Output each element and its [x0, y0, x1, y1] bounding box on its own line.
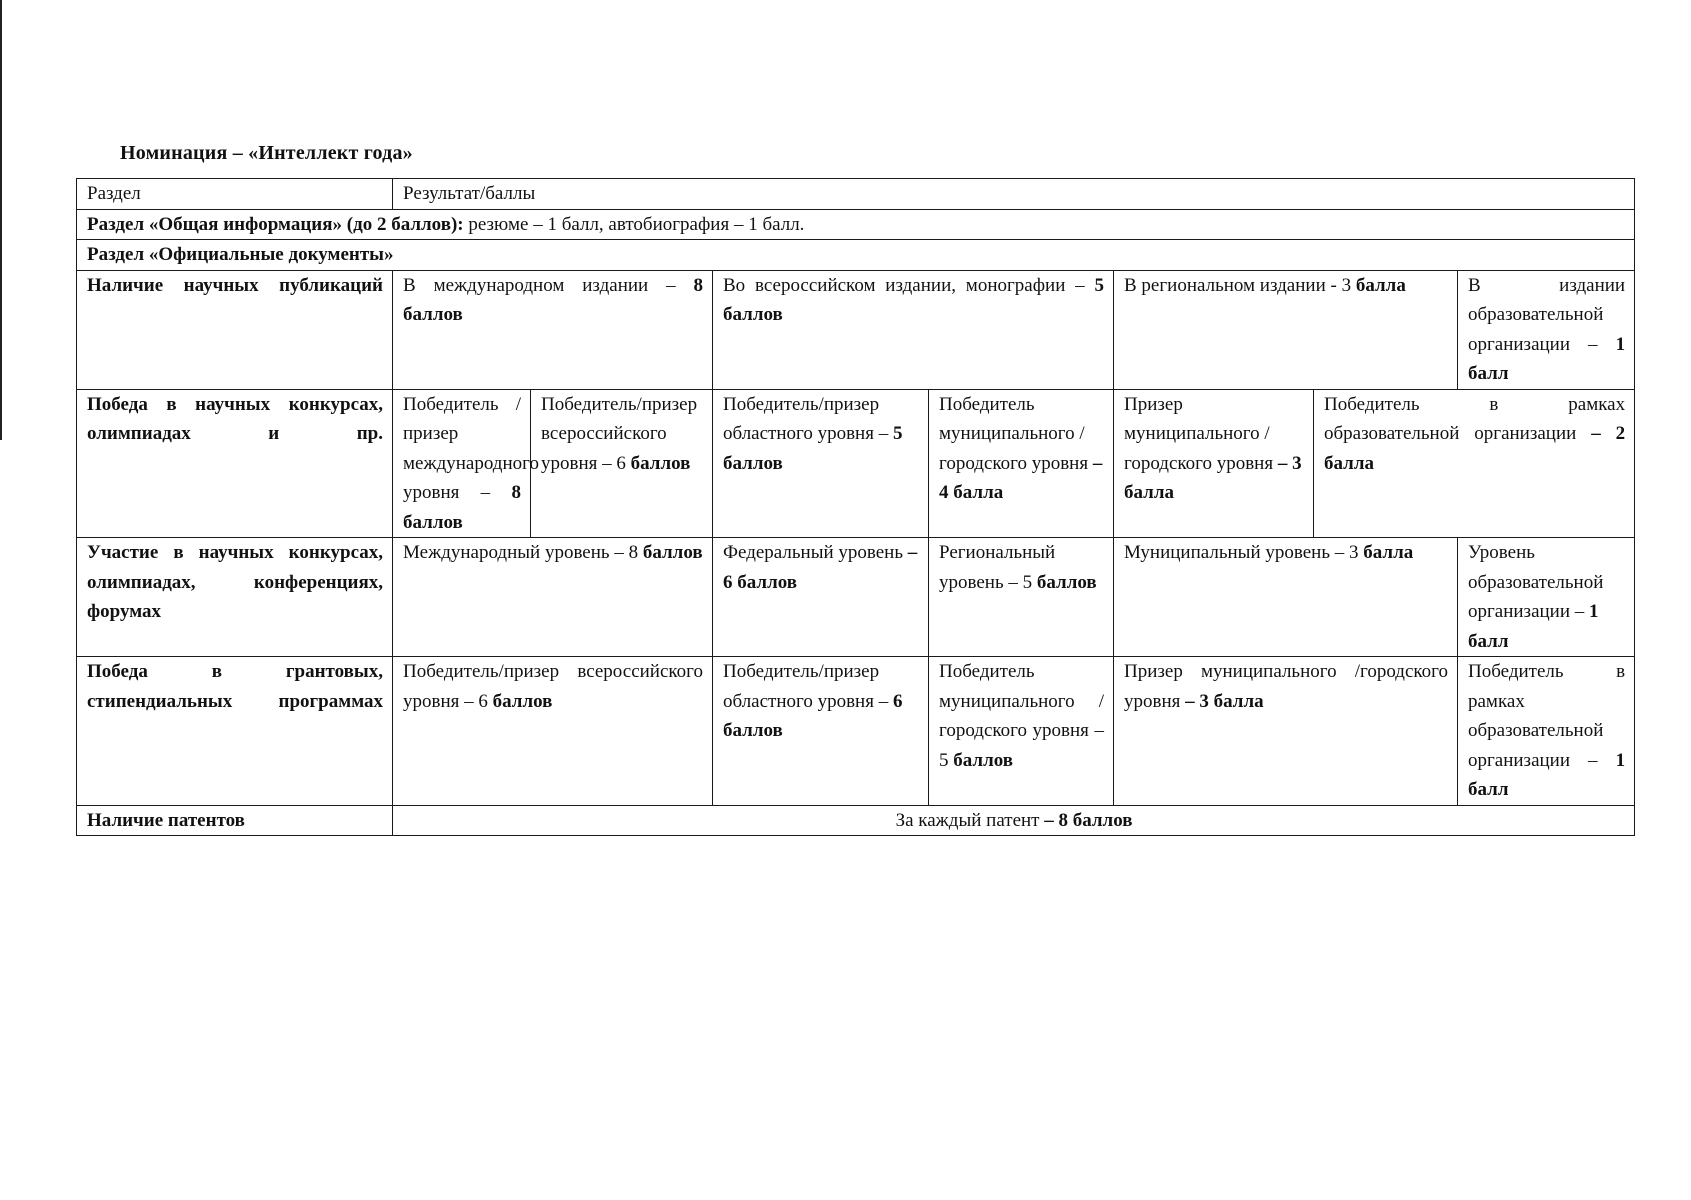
publications-regional-points: балла [1355, 274, 1406, 296]
general-info-row [77, 209, 1635, 240]
participation-edu-org-text: Уровень образовательной организации – [1468, 542, 1604, 622]
participation-municipal-text: Муниципальный уровень – 3 [1124, 542, 1364, 563]
competition-wins-edu-org [1314, 389, 1635, 538]
publications-edu-org-text: В издании образовательной организации – [1468, 274, 1626, 355]
grants-edu-org-points: 1 балл [1468, 749, 1626, 800]
grants-edu-org-text: Победитель в рамках образовательной организации – [1468, 661, 1626, 771]
publications-national-points: 5 баллов [723, 274, 1104, 325]
grants-national [393, 657, 713, 806]
competition-wins-municipal-prize-text: Призер муниципального /городского уровня [1124, 393, 1278, 474]
header-section: Раздел [77, 179, 393, 210]
participation-international-points: баллов [642, 542, 703, 563]
grants-regional-points: 6 баллов [723, 690, 903, 741]
grants-label: Победа в грантовых, стипендиальных программах [77, 657, 393, 806]
competition-wins-municipal-winner [929, 389, 1114, 538]
document-title: Номинация – «Интеллект года» [120, 142, 413, 164]
grants-national-text: Победитель/призер всероссийского уровня – 6 [403, 661, 703, 712]
patents-points: – 8 баллов [1044, 809, 1133, 831]
competition-wins-international-text: Победитель /призер международного уровня – [403, 393, 539, 503]
participation-regional [929, 538, 1114, 657]
publications-international-points: 8 баллов [403, 274, 703, 325]
participation-federal-points: – 6 баллов [723, 542, 918, 593]
publications-national [713, 270, 1114, 389]
competition-wins-regional-text: Победитель/призер областного уровня – [723, 393, 893, 444]
participation-regional-text: Региональный уровень – 5 [939, 542, 1056, 593]
patents-row [77, 805, 1635, 836]
header-result: Результат/баллы [393, 179, 1635, 210]
competition-wins-municipal-winner-text: Победитель муниципального /городского уровня [939, 393, 1093, 474]
competition-wins-international-points: 8 баллов [403, 482, 521, 533]
official-docs-heading: Раздел «Официальные документы» [77, 240, 1635, 271]
grants-municipal-winner-text: Победитель муниципального /городского уровня – 5 [939, 661, 1104, 771]
competition-wins-municipal-prize-points: – 3 балла [1124, 452, 1302, 503]
grants-national-points: баллов [492, 690, 553, 712]
publications-label: Наличие научных публикаций [77, 270, 393, 389]
competition-wins-edu-org-text: Победитель в рамках образовательной организации [1324, 393, 1626, 444]
competition-wins-edu-org-points: – 2 балла [1324, 423, 1626, 474]
general-info-cell [77, 209, 1635, 240]
general-info-label: Раздел «Общая информация» (до 2 баллов): [87, 213, 464, 235]
participation-international-text: Международный уровень – 8 [403, 542, 643, 563]
general-info-rest: резюме – 1 балл, автобиография – 1 балл. [463, 213, 805, 235]
competition-wins-municipal-winner-points: – 4 балла [939, 452, 1103, 503]
grants-municipal-prize-points: – 3 балла [1185, 690, 1264, 712]
grants-municipal-prize-text: Призер муниципального /городского уровня [1124, 661, 1448, 712]
participation-label: Участие в научных конкурсах, олимпиадах, конференциях, форумах [77, 538, 393, 657]
publications-row [77, 270, 1635, 389]
competition-wins-regional [713, 389, 929, 538]
participation-edu-org-points: 1 балл [1468, 601, 1599, 652]
publications-international [393, 270, 713, 389]
publications-edu-org [1458, 270, 1635, 389]
participation-row [77, 538, 1635, 657]
publications-regional [1114, 270, 1458, 389]
competition-wins-label: Победа в научных конкурсах, олимпиадах и пр. [77, 389, 393, 538]
competition-wins-national-text: Победитель/призер всероссийского уровня – 6 [541, 393, 698, 474]
participation-international [393, 538, 713, 657]
competition-wins-municipal-prize [1114, 389, 1314, 538]
participation-municipal-points: балла [1363, 542, 1414, 563]
publications-edu-org-points: 1 балл [1468, 333, 1626, 384]
participation-municipal [1114, 538, 1458, 657]
participation-federal-text: Федеральный уровень [723, 542, 908, 563]
grants-regional-text: Победитель/призер областного уровня – [723, 661, 893, 712]
nomination-criteria-table [76, 178, 1635, 836]
patents-points-cell [393, 805, 1635, 836]
competition-wins-national-points: баллов [630, 452, 691, 474]
official-docs-row [77, 240, 1635, 271]
grants-municipal-prize [1114, 657, 1458, 806]
competition-wins-regional-points: 5 баллов [723, 423, 903, 474]
participation-federal [713, 538, 929, 657]
table-header-row [77, 179, 1635, 210]
patents-text: За каждый патент [895, 809, 1045, 831]
publications-international-text: В международном издании – [403, 274, 694, 296]
grants-municipal-winner-points: баллов [953, 749, 1014, 771]
participation-regional-points: баллов [1036, 571, 1097, 593]
grants-municipal-winner [929, 657, 1114, 806]
publications-regional-text: В региональном издании - 3 [1124, 274, 1356, 296]
competition-wins-row [77, 389, 1635, 538]
page-margin-line [0, 0, 2, 440]
grants-edu-org [1458, 657, 1635, 806]
patents-label: Наличие патентов [77, 805, 393, 836]
competition-wins-international [393, 389, 539, 538]
publications-national-text: Во всероссийском издании, монографии – [723, 274, 1095, 296]
participation-edu-org [1458, 538, 1635, 657]
grants-row [77, 657, 1635, 806]
grants-regional [713, 657, 929, 806]
competition-wins-national [531, 389, 713, 538]
